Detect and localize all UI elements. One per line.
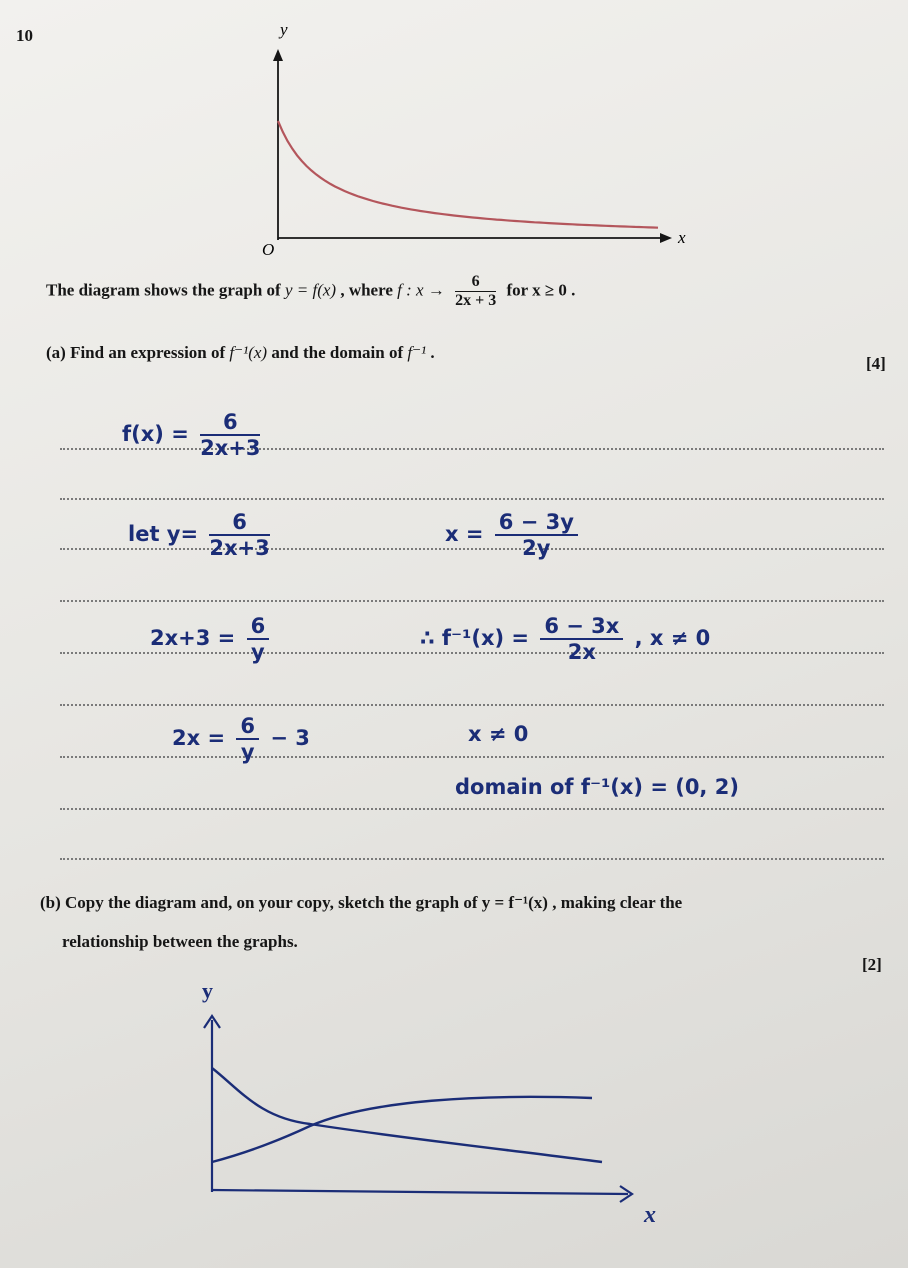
working-l2-num: 6 — [209, 510, 269, 536]
working-l1-fraction — [200, 410, 260, 460]
sketch-x-axis — [212, 1190, 628, 1194]
working-l3-den: y — [251, 640, 265, 664]
working-domain: domain of f⁻¹(x) = (0, 2) — [455, 775, 739, 799]
working-l2-den: 2x+3 — [209, 536, 270, 560]
part-b-label: (b) — [40, 893, 61, 912]
part-a-finv2: f⁻¹ — [407, 343, 427, 362]
working-r2-num: 6 − 3x — [540, 614, 623, 640]
intro-map: f : x → — [397, 280, 445, 300]
working-right-2 — [420, 614, 710, 664]
working-l3-fraction — [247, 614, 270, 664]
working-r2-fraction — [540, 614, 623, 664]
part-a-finv: f⁻¹(x) — [229, 343, 268, 362]
working-l4-lhs: 2x = — [172, 726, 226, 750]
working-line-1 — [122, 410, 264, 460]
working-l1-lhs: f(x) = — [122, 422, 189, 446]
working-l4-rhs: − 3 — [270, 726, 310, 750]
working-r1-num: 6 − 3y — [495, 510, 578, 536]
part-a-text-mid: and the domain of — [271, 343, 408, 362]
answer-line — [60, 704, 884, 706]
working-r2-den: 2x — [567, 640, 596, 664]
intro-equation: y = f(x) — [284, 280, 337, 300]
part-b-text-line2: relationship between the graphs. — [62, 932, 298, 951]
sketch-x-label: x — [644, 1202, 656, 1228]
question-intro — [46, 273, 575, 310]
working-r2-lhs: ∴ f⁻¹(x) = — [420, 626, 529, 650]
diagram-x-arrow — [660, 233, 672, 243]
working-l2-fraction — [209, 510, 269, 560]
intro-post: for x ≥ 0 . — [506, 280, 576, 300]
part-a-prompt — [46, 343, 435, 363]
part-a-text-post: . — [430, 343, 435, 362]
intro-fraction — [455, 273, 496, 310]
answer-line — [60, 498, 884, 500]
working-right-1 — [445, 510, 582, 560]
diagram-y-arrow — [273, 49, 283, 61]
working-r1-fraction — [495, 510, 578, 560]
part-b-text-line1: Copy the diagram and, on your copy, sketch the graph of y = f⁻¹(x) , making clear the — [65, 893, 683, 912]
part-a-marks: [4] — [866, 354, 886, 373]
printed-curve — [278, 121, 658, 228]
working-l4-num: 6 — [236, 714, 259, 740]
working-r1-den: 2y — [522, 536, 551, 560]
intro-fraction-num: 6 — [455, 273, 496, 292]
working-l2-lhs: let y= — [128, 522, 199, 546]
working-line-4 — [172, 714, 310, 764]
intro-fraction-den: 2x + 3 — [455, 292, 497, 309]
question-number: 10 — [16, 26, 33, 45]
working-l4-den: y — [240, 740, 255, 764]
part-a-text-pre: Find an expression of — [70, 343, 230, 362]
printed-diagram — [250, 15, 700, 265]
working-l3-lhs: 2x+3 = — [150, 626, 236, 650]
diagram-x-label: x — [678, 228, 686, 247]
working-l1-num: 6 — [200, 410, 260, 436]
sketch-y-label: y — [202, 978, 213, 1003]
answer-line — [60, 600, 884, 602]
sketch-curve-finv — [212, 1097, 592, 1162]
working-l4-fraction — [236, 714, 259, 764]
working-l1-den: 2x+3 — [200, 436, 261, 460]
part-a-label: (a) — [46, 343, 66, 362]
working-r1-lhs: x = — [445, 522, 484, 546]
intro-pre: The diagram shows the graph of — [46, 280, 285, 300]
intro-mid: , where — [340, 280, 398, 300]
working-r2-condition: , x ≠ 0 — [634, 626, 711, 650]
sketch-curve-f — [212, 1068, 602, 1162]
working-line-2 — [128, 510, 274, 560]
diagram-y-label: y — [280, 20, 288, 39]
answer-line — [60, 808, 884, 810]
diagram-origin-label: O — [262, 240, 275, 259]
working-right-3: x ≠ 0 — [468, 722, 529, 746]
working-l3-num: 6 — [247, 614, 270, 640]
answer-line — [60, 858, 884, 860]
working-line-3 — [150, 614, 273, 664]
student-sketch — [180, 970, 700, 1230]
part-b-prompt — [40, 893, 682, 913]
part-b-marks: [2] — [862, 955, 882, 974]
